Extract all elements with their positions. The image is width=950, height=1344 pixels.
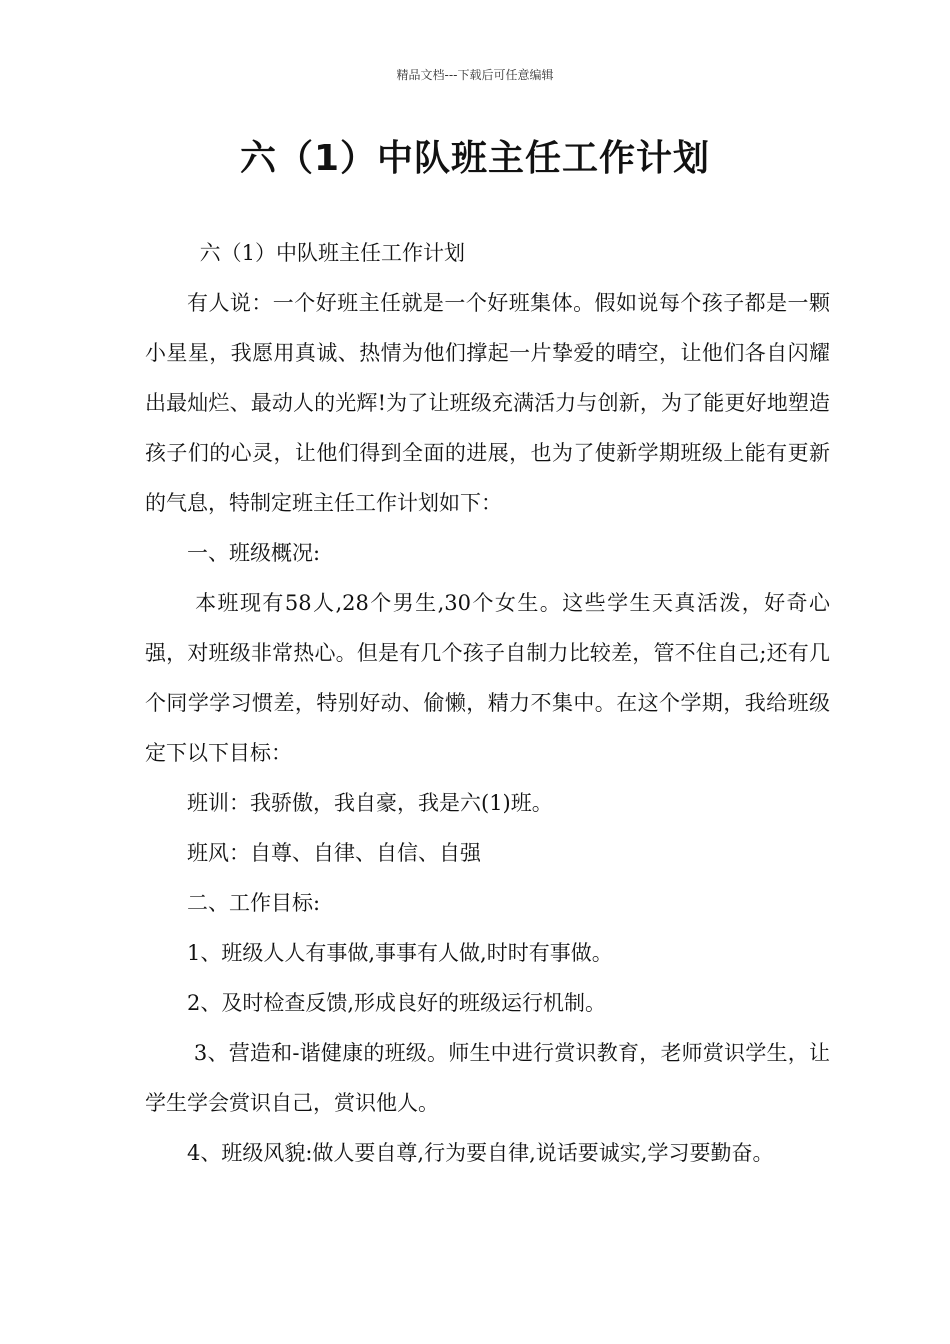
section-heading-class-overview: 一、班级概况:: [187, 541, 321, 565]
document-body: [145, 228, 830, 1178]
goal-item-1: 1、班级人人有事做,事事有人做,时时有事做。: [187, 941, 613, 965]
goal-item-4: 4、班级风貌:做人要自尊,行为要自律,说话要诚实,学习要勤奋。: [187, 1141, 774, 1165]
paragraph-class-motto: 班训：我骄傲，我自豪，我是六(1)班。: [187, 791, 553, 815]
paragraph-class-overview: 本班现有58人,28个男生,30个女生。这些学生天真活泼，好奇心强，对班级非常热心。但是有几个孩子自制力比较差，管不住自己;还有几个同学学习惯差，特别好动、偷懒，精力不集中。在这个学期，我给班级定下以下目标：: [145, 591, 830, 765]
goal-item-3: 3、营造和-谐健康的班级。师生中进行赏识教育，老师赏识学生，让学生学会赏识自己，赏识他人。: [145, 1041, 830, 1115]
document-title: 六（1）中队班主任工作计划: [239, 138, 711, 179]
paragraph-intro: 有人说：一个好班主任就是一个好班集体。假如说每个孩子都是一颗小星星，我愿用真诚、热情为他们撑起一片挚爱的晴空，让他们各自闪耀出最灿烂、最动人的光辉!为了让班级充满活力与创新，为了能更好地塑造孩子们的心灵，让他们得到全面的进展，也为了使新学期班级上能有更新的气息，特制定班主任工作计划如下：: [145, 291, 830, 515]
goal-item-2: 2、及时检查反馈,形成良好的班级运行机制。: [187, 991, 607, 1015]
paragraph-subtitle: 六（1）中队班主任工作计划: [199, 241, 465, 265]
header-note: 精品文档---下载后可任意编辑: [396, 68, 554, 82]
paragraph-class-style: 班风：自尊、自律、自信、自强: [187, 841, 481, 865]
section-heading-work-goals: 二、工作目标:: [187, 891, 321, 915]
